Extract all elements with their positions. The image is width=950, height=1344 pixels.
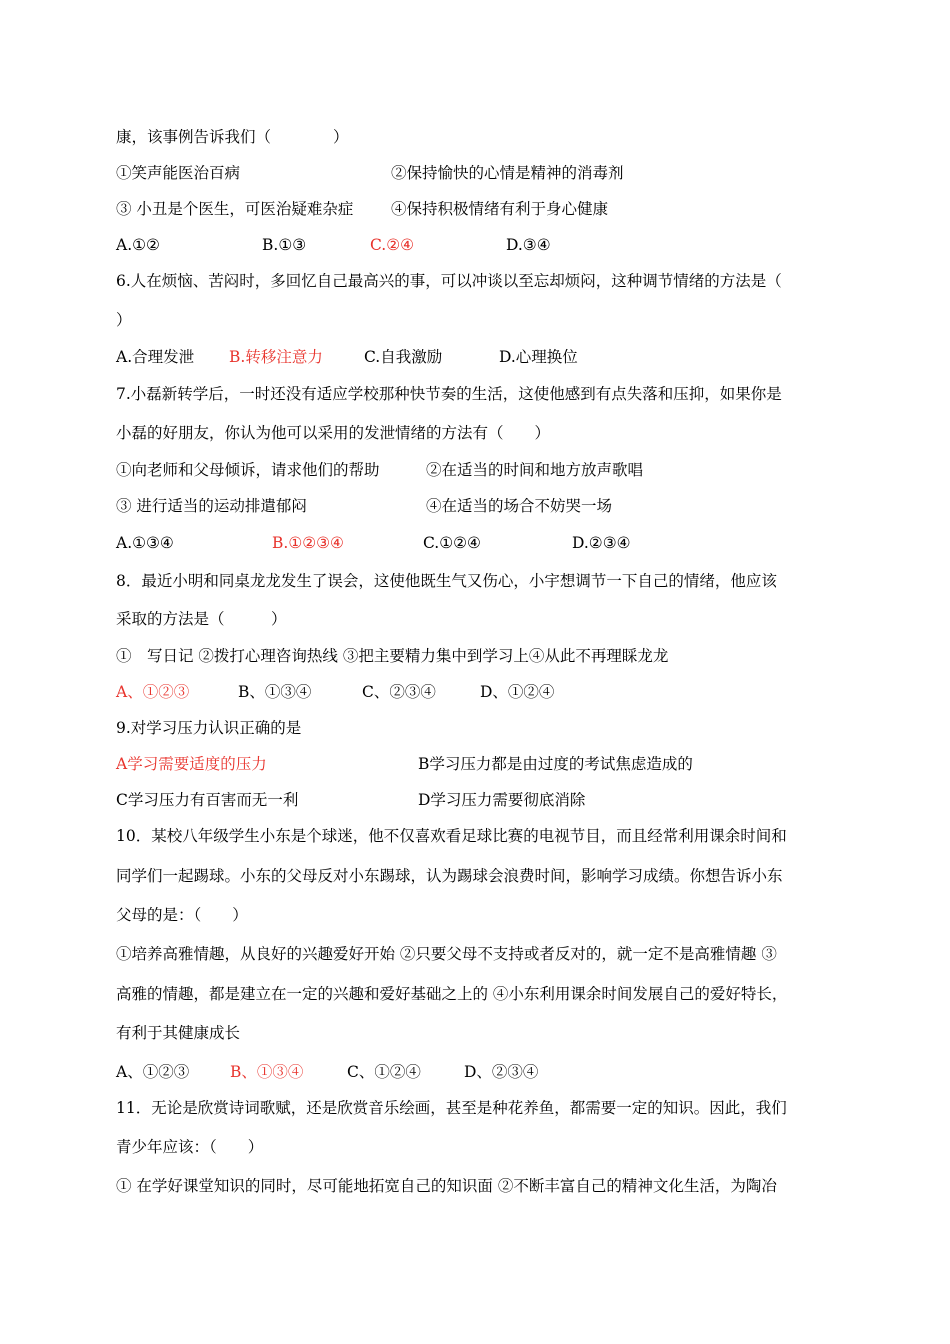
q8-option-a-answer: A、①②③ [116,683,190,701]
q10-statements-line-1: ①培养高雅情趣，从良好的兴趣爱好开始 ②只要父母不支持或者反对的，就一定不是高雅情趣 ③ [116,945,777,963]
q10-option-c: C、①②④ [347,1063,421,1081]
q6-option-d: D.心理换位 [499,348,578,366]
q9-option-d: D学习压力需要彻底消除 [418,791,586,809]
q7-stem-line-1: 7.小磊新转学后，一时还没有适应学校那种快节奏的生活，这使他感到有点失落和压抑，如果你是 [116,385,782,403]
q5-option-b: B.①③ [262,236,307,254]
q6-option-c: C.自我激励 [364,348,443,366]
q5-statement-3: ③ 小丑是个医生，可医治疑难杂症 [116,200,354,218]
q8-stem-line-2: 采取的方法是（ ） [116,610,287,628]
q6-stem-line-1: 6.人在烦恼、苦闷时，多回忆自己最高兴的事，可以冲谈以至忘却烦闷，这种调节情绪的方法是（ [116,272,782,290]
q7-option-b-answer: B.①②③④ [272,534,344,552]
q10-statements-line-2: 高雅的情趣，都是建立在一定的兴趣和爱好基础之上的 ④小东利用课余时间发展自己的爱好特长， [116,985,788,1003]
q5-option-c-answer: C.②④ [370,236,415,254]
q11-stem-line-2: 青少年应该：（ ） [116,1138,264,1156]
q7-statement-2: ②在适当的时间和地方放声歌唱 [426,461,644,479]
q7-statement-4: ④在适当的场合不妨哭一场 [426,497,613,515]
q8-option-d: D、①②④ [480,683,555,701]
q11-statements-line-1: ① 在学好课堂知识的同时，尽可能地拓宽自己的知识面 ②不断丰富自己的精神文化生活，为陶冶 [116,1177,777,1195]
q6-option-b-answer: B.转移注意力 [229,348,323,366]
q10-option-d: D、②③④ [464,1063,539,1081]
q5-statement-2: ②保持愉快的心情是精神的消毒剂 [391,164,624,182]
q9-option-a-answer: A学习需要适度的压力 [116,755,267,773]
q10-option-a: A、①②③ [116,1063,190,1081]
q5-stem-tail: 康，该事例告诉我们（ ） [116,128,349,146]
q8-option-c: C、②③④ [362,683,436,701]
q5-statement-4: ④保持积极情绪有利于身心健康 [391,200,609,218]
q7-option-a: A.①③④ [116,534,174,552]
q11-stem-line-1: 11．无论是欣赏诗词歌赋，还是欣赏音乐绘画，甚至是种花养鱼，都需要一定的知识。因此，我们 [116,1099,787,1117]
q5-option-a: A.①② [116,236,160,254]
q10-option-b-answer: B、①③④ [230,1063,304,1081]
q7-option-d: D.②③④ [572,534,631,552]
q7-statement-1: ①向老师和父母倾诉，请求他们的帮助 [116,461,380,479]
q9-stem: 9.对学习压力认识正确的是 [116,719,302,737]
q10-statements-line-3: 有利于其健康成长 [116,1024,241,1042]
q9-option-b: B学习压力都是由过度的考试焦虑造成的 [418,755,693,773]
q6-stem-line-2: ） [116,311,132,329]
q8-option-b: B、①③④ [238,683,312,701]
q7-stem-line-2: 小磊的好朋友，你认为他可以采用的发泄情绪的方法有（ ） [116,424,551,442]
q8-statements: ① 写日记 ②拨打心理咨询热线 ③把主要精力集中到学习上④从此不再理睬龙龙 [116,647,669,665]
q8-stem-line-1: 8．最近小明和同桌龙龙发生了误会，这使他既生气又伤心，小宇想调节一下自己的情绪，他应该 [116,572,777,590]
q10-stem-line-3: 父母的是：（ ） [116,906,248,924]
q7-statement-3: ③ 进行适当的运动排遣郁闷 [116,497,307,515]
q10-stem-line-1: 10．某校八年级学生小东是个球迷，他不仅喜欢看足球比赛的电视节目，而且经常利用课余时间和 [116,827,787,845]
q5-option-d: D.③④ [506,236,551,254]
q7-option-c: C.①②④ [423,534,481,552]
q9-option-c: C学习压力有百害而无一利 [116,791,299,809]
q6-option-a: A.合理发泄 [116,348,195,366]
q10-stem-line-2: 同学们一起踢球。小东的父母反对小东踢球，认为踢球会浪费时间，影响学习成绩。你想告诉小东 [116,867,783,885]
q5-statement-1: ①笑声能医治百病 [116,164,241,182]
